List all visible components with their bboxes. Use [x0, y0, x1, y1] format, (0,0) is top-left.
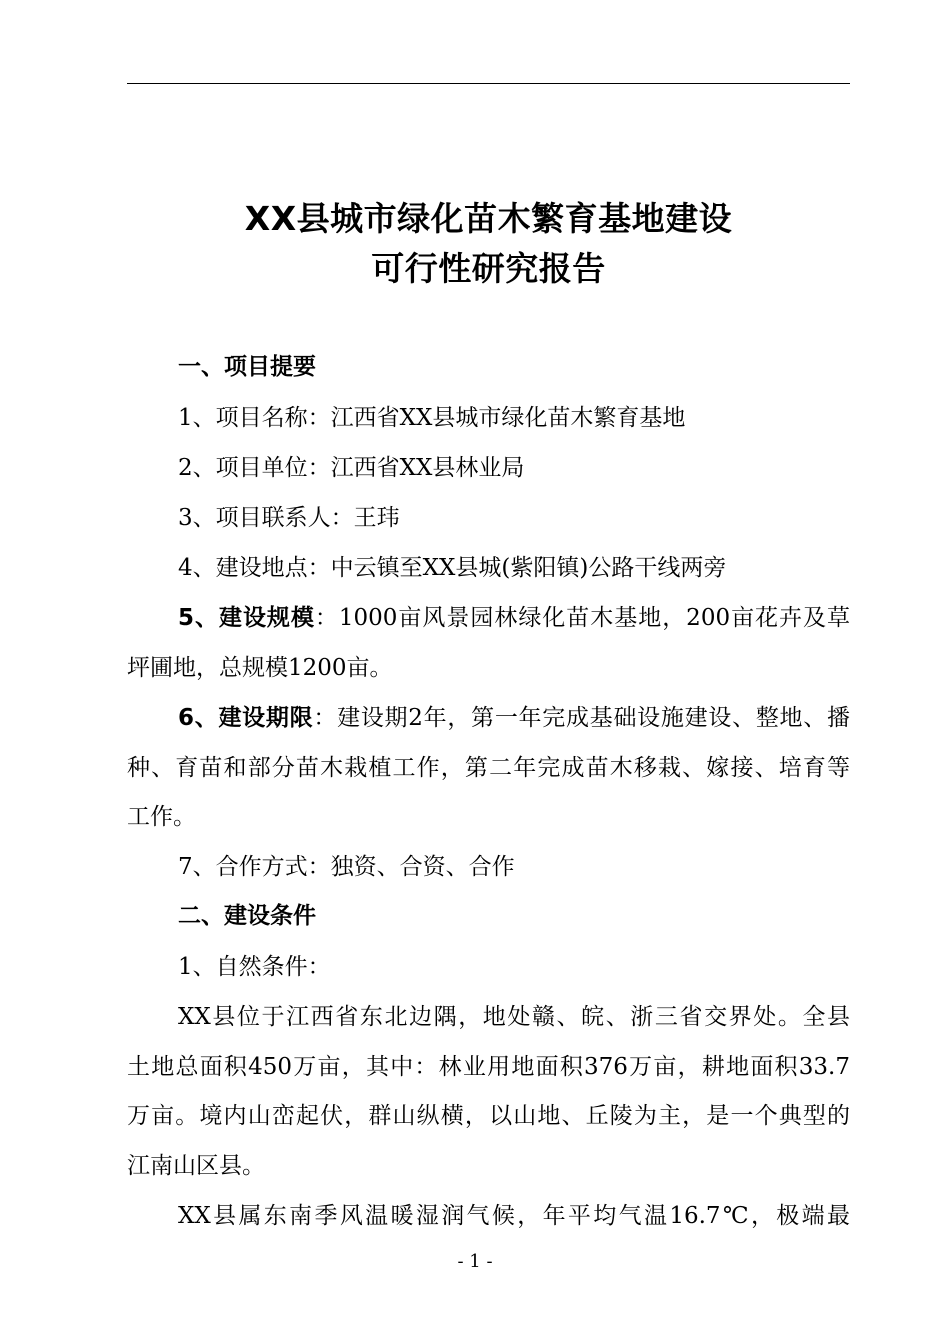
item-project-unit: 2、项目单位：江西省XX县林业局 [178, 455, 525, 481]
paragraph-location-line-2: 土地总面积450万亩，其中：林业用地面积376万亩，耕地面积33.7 [127, 1054, 850, 1080]
item-construction-period-label: 6、建设期限 [178, 705, 314, 731]
item-construction-scale [178, 603, 850, 633]
document-title-line-2: 可行性研究报告 [371, 249, 606, 288]
item-construction-scale-label: 5、建设规模 [178, 605, 315, 631]
item-construction-period [178, 703, 850, 733]
item-construction-site: 4、建设地点：中云镇至XX县城(紫阳镇)公路干线两旁 [178, 555, 727, 581]
subheading-natural-conditions: 1、自然条件： [178, 954, 331, 980]
item-cooperation-mode: 7、合作方式：独资、合资、合作 [178, 854, 515, 880]
paragraph-climate-line-1: XX县属东南季风温暖湿润气候，年平均气温16.7℃，极端最 [178, 1203, 850, 1229]
item-project-name: 1、项目名称：江西省XX县城市绿化苗木繁育基地 [178, 405, 686, 431]
section-heading-construction-conditions: 二、建设条件 [178, 903, 316, 929]
header-rule [127, 83, 850, 84]
item-construction-scale-text: ：1000亩风景园林绿化苗木基地，200亩花卉及草 [314, 605, 850, 631]
item-construction-period-continued: 种、育苗和部分苗木栽植工作，第二年完成苗木移栽、嫁接、培育等 [127, 755, 850, 781]
item-construction-period-end: 工作。 [127, 804, 196, 830]
paragraph-location-line-1: XX县位于江西省东北边隅，地处赣、皖、浙三省交界处。全县 [178, 1004, 850, 1030]
item-project-contact: 3、项目联系人：王玮 [178, 505, 400, 531]
document-title-line-1: XX县城市绿化苗木繁育基地建设 [244, 199, 733, 238]
section-heading-project-summary: 一、项目提要 [178, 354, 316, 380]
item-construction-period-text: ：建设期2年，第一年完成基础设施建设、整地、播 [313, 705, 850, 731]
item-construction-scale-continued: 坪圃地，总规模1200亩。 [127, 655, 393, 681]
paragraph-location-line-4: 江南山区县。 [127, 1153, 265, 1179]
paragraph-location-line-3: 万亩。境内山峦起伏，群山纵横，以山地、丘陵为主，是一个典型的 [127, 1103, 850, 1129]
page-number: - 1 - [457, 1251, 493, 1272]
